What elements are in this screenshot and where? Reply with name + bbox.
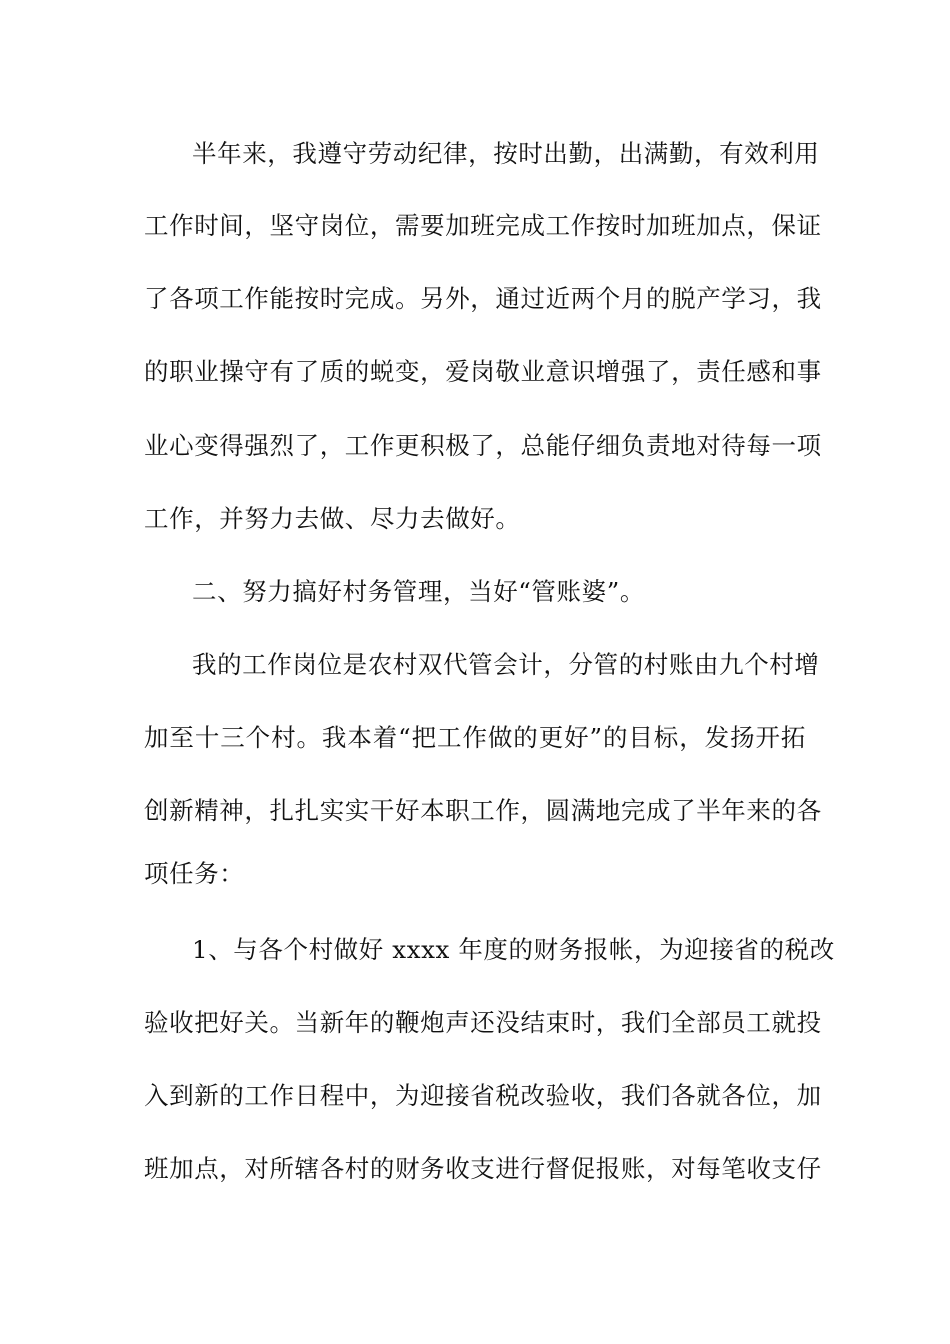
- paragraph-1-line-6: 工作，并努力去做、尽力去做好。: [144, 504, 521, 533]
- paragraph-1-line-3: 了各项工作能按时完成。另外，通过近两个月的脱产学习，我: [144, 284, 822, 313]
- paragraph-1-line-4: 的职业操守有了质的蜕变，爱岗敬业意识增强了，责任感和事: [144, 357, 822, 386]
- paragraph-3-line-3: 入到新的工作日程中，为迎接省税改验收，我们各就各位，加: [144, 1081, 822, 1110]
- paragraph-1-line-1: 半年来，我遵守劳动纪律，按时出勤，出满勤，有效利用: [192, 139, 820, 168]
- paragraph-2-line-3: 创新精神，扎扎实实干好本职工作，圆满地完成了半年来的各: [144, 796, 822, 825]
- paragraph-3-line-2: 验收把好关。当新年的鞭炮声还没结束时，我们全部员工就投: [144, 1008, 822, 1037]
- paragraph-2-line-4: 项任务：: [144, 859, 245, 888]
- paragraph-2-line-1: 我的工作岗位是农村双代管会计，分管的村账由九个村增: [192, 650, 820, 679]
- paragraph-1-line-5: 业心变得强烈了，工作更积极了，总能仔细负责地对待每一项: [144, 431, 822, 460]
- paragraph-2-line-2: 加至十三个村。我本着“把工作做的更好”的目标，发扬开拓: [144, 723, 806, 752]
- paragraph-1-line-2: 工作时间，坚守岗位，需要加班完成工作按时加班加点，保证: [144, 211, 822, 240]
- paragraph-3-line-4: 班加点，对所辖各村的财务收支进行督促报账，对每笔收支仔: [144, 1154, 822, 1183]
- section-heading: 二、努力搞好村务管理，当好“管账婆”。: [192, 577, 645, 606]
- paragraph-3-line-1: 1、与各个村做好 xxxx 年度的财务报帐，为迎接省的税改: [192, 935, 835, 964]
